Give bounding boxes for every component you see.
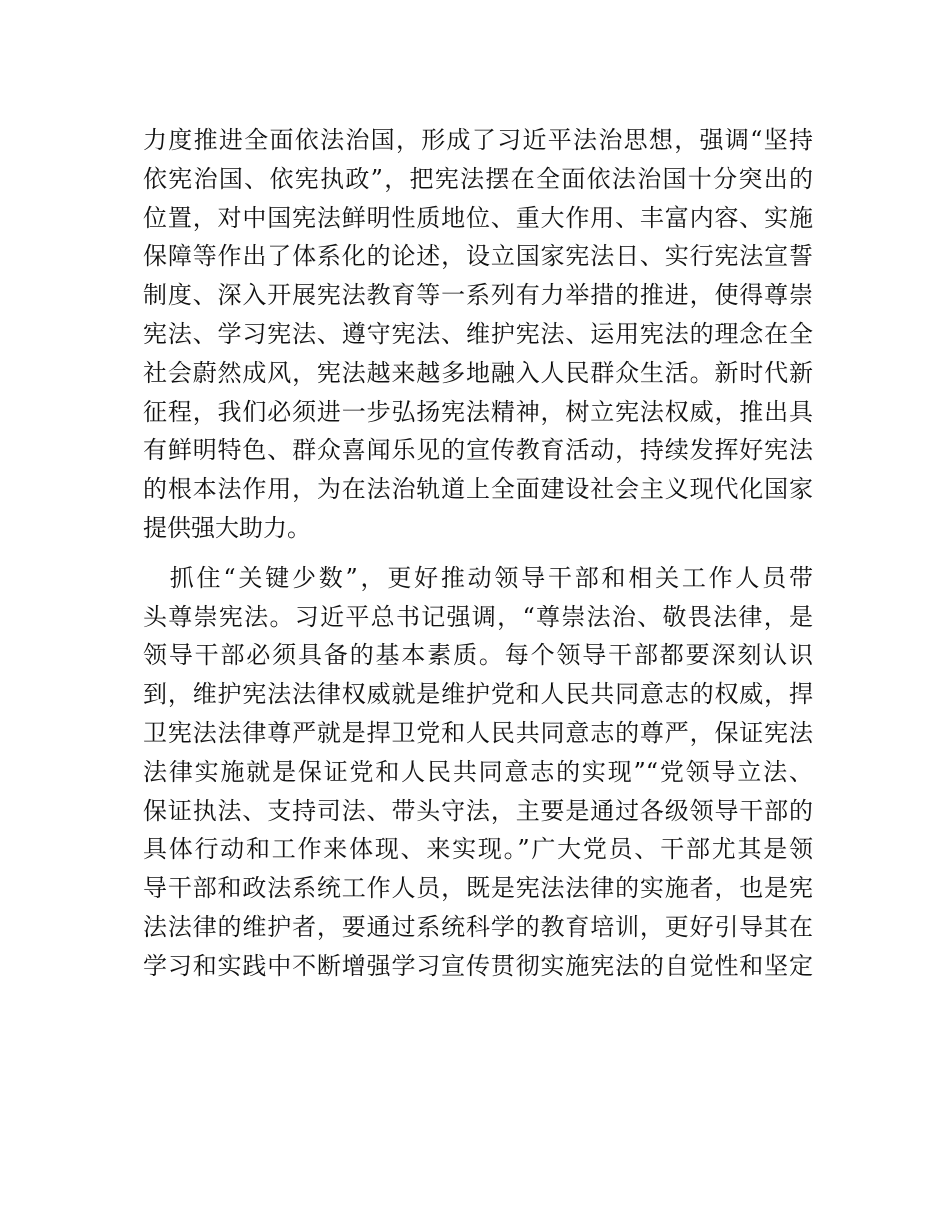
- text-line: 法法律的维护者，要通过系统科学的教育培训，更好引导其在: [143, 912, 813, 941]
- text-line: 保证执法、支持司法、带头守法，主要是通过各级领导干部的: [143, 796, 813, 825]
- text-line: 宪法、学习宪法、遵守宪法、维护宪法、运用宪法的理念在全: [143, 319, 813, 348]
- text-line: 社会蔚然成风，宪法越来越多地融入人民群众生活。新时代新: [143, 358, 813, 387]
- text-line: 有鲜明特色、群众喜闻乐见的宣传教育活动，持续发挥好宪法: [143, 436, 813, 465]
- text-line: 到，维护宪法法律权威就是维护党和人民共同意志的权威，捍: [143, 680, 813, 709]
- text-line: 制度、深入开展宪法教育等一系列有力举措的推进，使得尊崇: [143, 281, 813, 310]
- text-line: 依宪治国、依宪执政”，把宪法摆在全面依法治国十分突出的: [143, 164, 813, 193]
- text-line: 提供强大助力。: [143, 513, 311, 542]
- text-line: 的根本法作用，为在法治轨道上全面建设社会主义现代化国家: [143, 475, 813, 504]
- text-line: 学习和实践中不断增强学习宣传贯彻实施宪法的自觉性和坚定: [143, 951, 813, 980]
- document-body: [143, 121, 813, 986]
- text-line: 力度推进全面依法治国，形成了习近平法治思想，强调“坚持: [143, 126, 813, 154]
- text-line: 法律实施就是保证党和人民共同意志的实现”“党领导立法、: [143, 757, 813, 786]
- paragraph-2: [143, 559, 813, 986]
- text-line: 征程，我们必须进一步弘扬宪法精神，树立宪法权威，推出具: [143, 397, 813, 426]
- paragraph-1: [143, 121, 813, 548]
- text-line: 抓住“关键少数”，更好推动领导干部和相关工作人员带: [143, 563, 813, 592]
- text-line: 导干部和政法系统工作人员，既是宪法法律的实施者，也是宪: [143, 874, 813, 903]
- text-line: 头尊崇宪法。习近平总书记强调，“尊崇法治、敬畏法律，是: [143, 602, 813, 631]
- text-line: 保障等作出了体系化的论述，设立国家宪法日、实行宪法宣誓: [143, 242, 813, 271]
- text-line: 领导干部必须具备的基本素质。每个领导干部都要深刻认识: [143, 641, 813, 670]
- text-line: 位置，对中国宪法鲜明性质地位、重大作用、丰富内容、实施: [143, 203, 813, 232]
- text-line: 卫宪法法律尊严就是捍卫党和人民共同意志的尊严，保证宪法: [143, 718, 813, 747]
- text-line: 具体行动和工作来体现、来实现。”广大党员、干部尤其是领: [143, 835, 813, 864]
